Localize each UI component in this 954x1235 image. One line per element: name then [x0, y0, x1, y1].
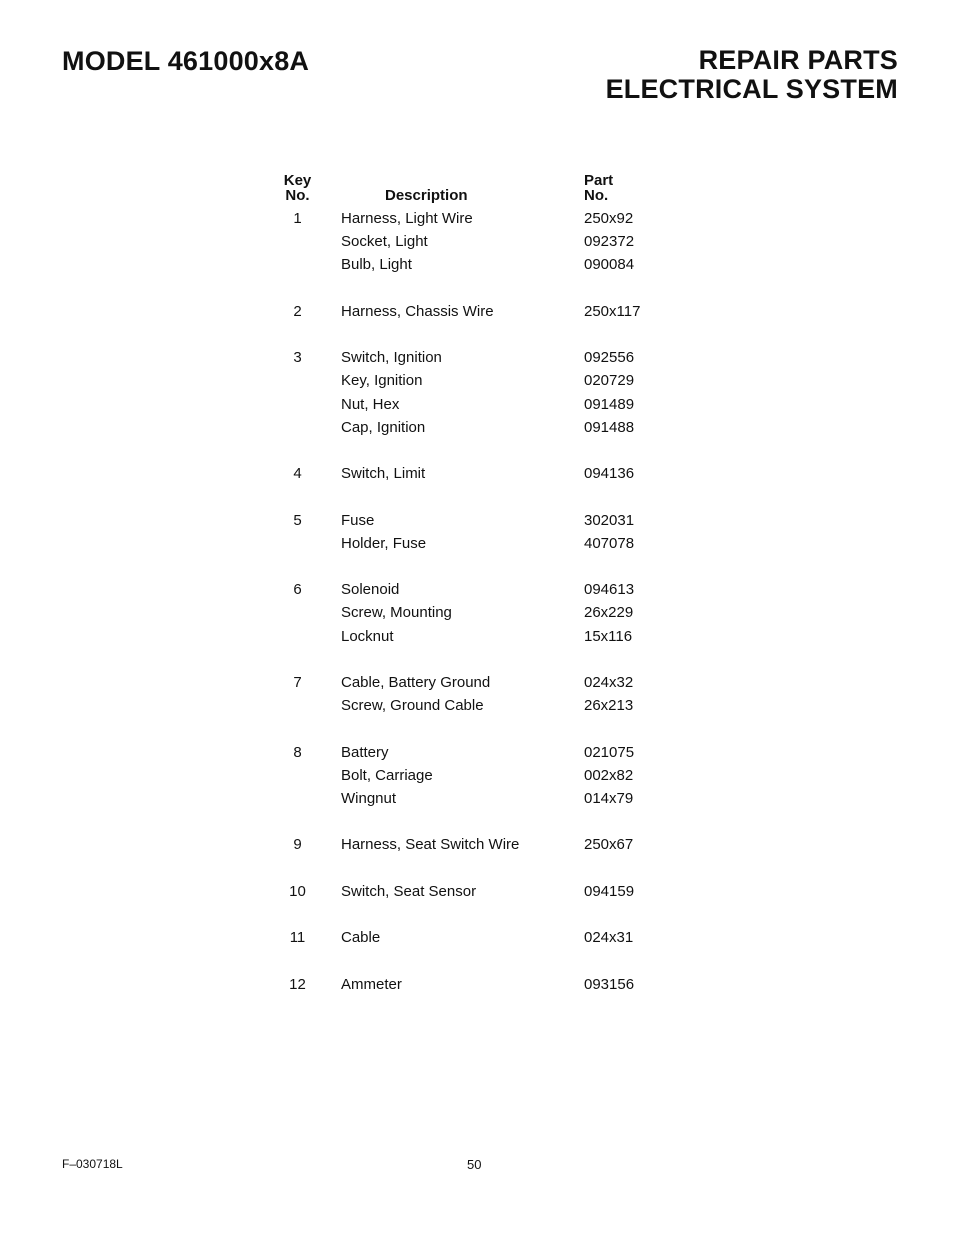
- key-no-header: [270, 173, 325, 203]
- description-cell: Locknut: [341, 628, 394, 645]
- part-cell: 250x92: [584, 210, 634, 227]
- key-cell: 8: [293, 744, 302, 761]
- part-cell: 014x79: [584, 790, 634, 807]
- table-row: [0, 371, 954, 391]
- description-cell: Harness, Seat Switch Wire: [341, 836, 520, 853]
- table-row: [0, 882, 954, 902]
- key-cell: 1: [293, 210, 302, 227]
- part-cell: 407078: [584, 535, 635, 552]
- part-cell: 021075: [584, 744, 635, 761]
- table-row: [0, 302, 954, 322]
- table-row: [0, 511, 954, 531]
- part-no-header: [584, 173, 613, 203]
- table-row: [0, 696, 954, 716]
- key-header-line2: No.: [285, 187, 310, 204]
- section-title-line1: REPAIR PARTS: [698, 45, 898, 75]
- table-row: [0, 603, 954, 623]
- table-row: [0, 464, 954, 484]
- part-cell: 092556: [584, 349, 635, 366]
- description-cell: Nut, Hex: [341, 396, 400, 413]
- description-cell: Socket, Light: [341, 233, 428, 250]
- key-cell: 12: [289, 976, 306, 993]
- key-cell: 11: [289, 929, 306, 946]
- table-row: [0, 395, 954, 415]
- description-cell: Bulb, Light: [341, 256, 412, 273]
- part-header-line2: No.: [584, 187, 609, 204]
- description-cell: Battery: [341, 744, 389, 761]
- part-cell: 26x213: [584, 697, 634, 714]
- table-row: [0, 789, 954, 809]
- key-cell: 2: [293, 303, 302, 320]
- table-row: [0, 975, 954, 995]
- table-row: [0, 209, 954, 229]
- description-cell: Key, Ignition: [341, 372, 423, 389]
- description-cell: Switch, Ignition: [341, 349, 442, 366]
- key-cell: 6: [293, 581, 302, 598]
- key-cell: 5: [293, 512, 302, 529]
- part-cell: 26x229: [584, 604, 634, 621]
- table-row: [0, 418, 954, 438]
- part-cell: 091488: [584, 419, 635, 436]
- description-header: Description: [385, 187, 468, 204]
- model-title: MODEL 461000x8A: [62, 46, 310, 76]
- description-cell: Switch, Limit: [341, 465, 426, 482]
- table-row: [0, 534, 954, 554]
- table-row: [0, 232, 954, 252]
- part-cell: 002x82: [584, 767, 634, 784]
- part-cell: 094159: [584, 883, 635, 900]
- key-cell: 10: [289, 883, 306, 900]
- part-cell: 024x32: [584, 674, 634, 691]
- section-title-line2: ELECTRICAL SYSTEM: [605, 74, 898, 104]
- key-cell: 7: [293, 674, 302, 691]
- part-cell: 15x116: [584, 628, 633, 645]
- description-cell: Cap, Ignition: [341, 419, 426, 436]
- table-row: [0, 580, 954, 600]
- description-cell: Bolt, Carriage: [341, 767, 433, 784]
- part-cell: 094136: [584, 465, 635, 482]
- description-cell: Harness, Light Wire: [341, 210, 473, 227]
- part-cell: 094613: [584, 581, 635, 598]
- description-cell: Holder, Fuse: [341, 535, 427, 552]
- key-header-line1: Key: [283, 172, 312, 189]
- description-cell: Wingnut: [341, 790, 397, 807]
- key-cell: 4: [293, 465, 302, 482]
- description-cell: Screw, Mounting: [341, 604, 452, 621]
- description-cell: Cable, Battery Ground: [341, 674, 491, 691]
- description-cell: Fuse: [341, 512, 375, 529]
- page-number: 50: [467, 1157, 482, 1172]
- table-row: [0, 627, 954, 647]
- description-cell: Solenoid: [341, 581, 400, 598]
- table-row: [0, 348, 954, 368]
- part-cell: 020729: [584, 372, 635, 389]
- table-row: [0, 835, 954, 855]
- description-cell: Ammeter: [341, 976, 402, 993]
- table-row: [0, 928, 954, 948]
- key-cell: 3: [293, 349, 302, 366]
- form-code: F–030718L: [62, 1157, 123, 1171]
- table-row: [0, 673, 954, 693]
- table-row: [0, 743, 954, 763]
- part-cell: 091489: [584, 396, 635, 413]
- part-cell: 024x31: [584, 929, 634, 946]
- part-header-line1: Part: [584, 172, 614, 189]
- description-cell: Switch, Seat Sensor: [341, 883, 477, 900]
- table-row: [0, 255, 954, 275]
- key-cell: 9: [293, 836, 302, 853]
- part-cell: 093156: [584, 976, 635, 993]
- part-cell: 090084: [584, 256, 635, 273]
- part-cell: 250x67: [584, 836, 634, 853]
- table-row: [0, 766, 954, 786]
- part-cell: 302031: [584, 512, 635, 529]
- description-cell: Harness, Chassis Wire: [341, 303, 494, 320]
- part-cell: 092372: [584, 233, 635, 250]
- description-cell: Screw, Ground Cable: [341, 697, 484, 714]
- section-title: [606, 46, 898, 104]
- description-cell: Cable: [341, 929, 381, 946]
- part-cell: 250x117: [584, 303, 641, 320]
